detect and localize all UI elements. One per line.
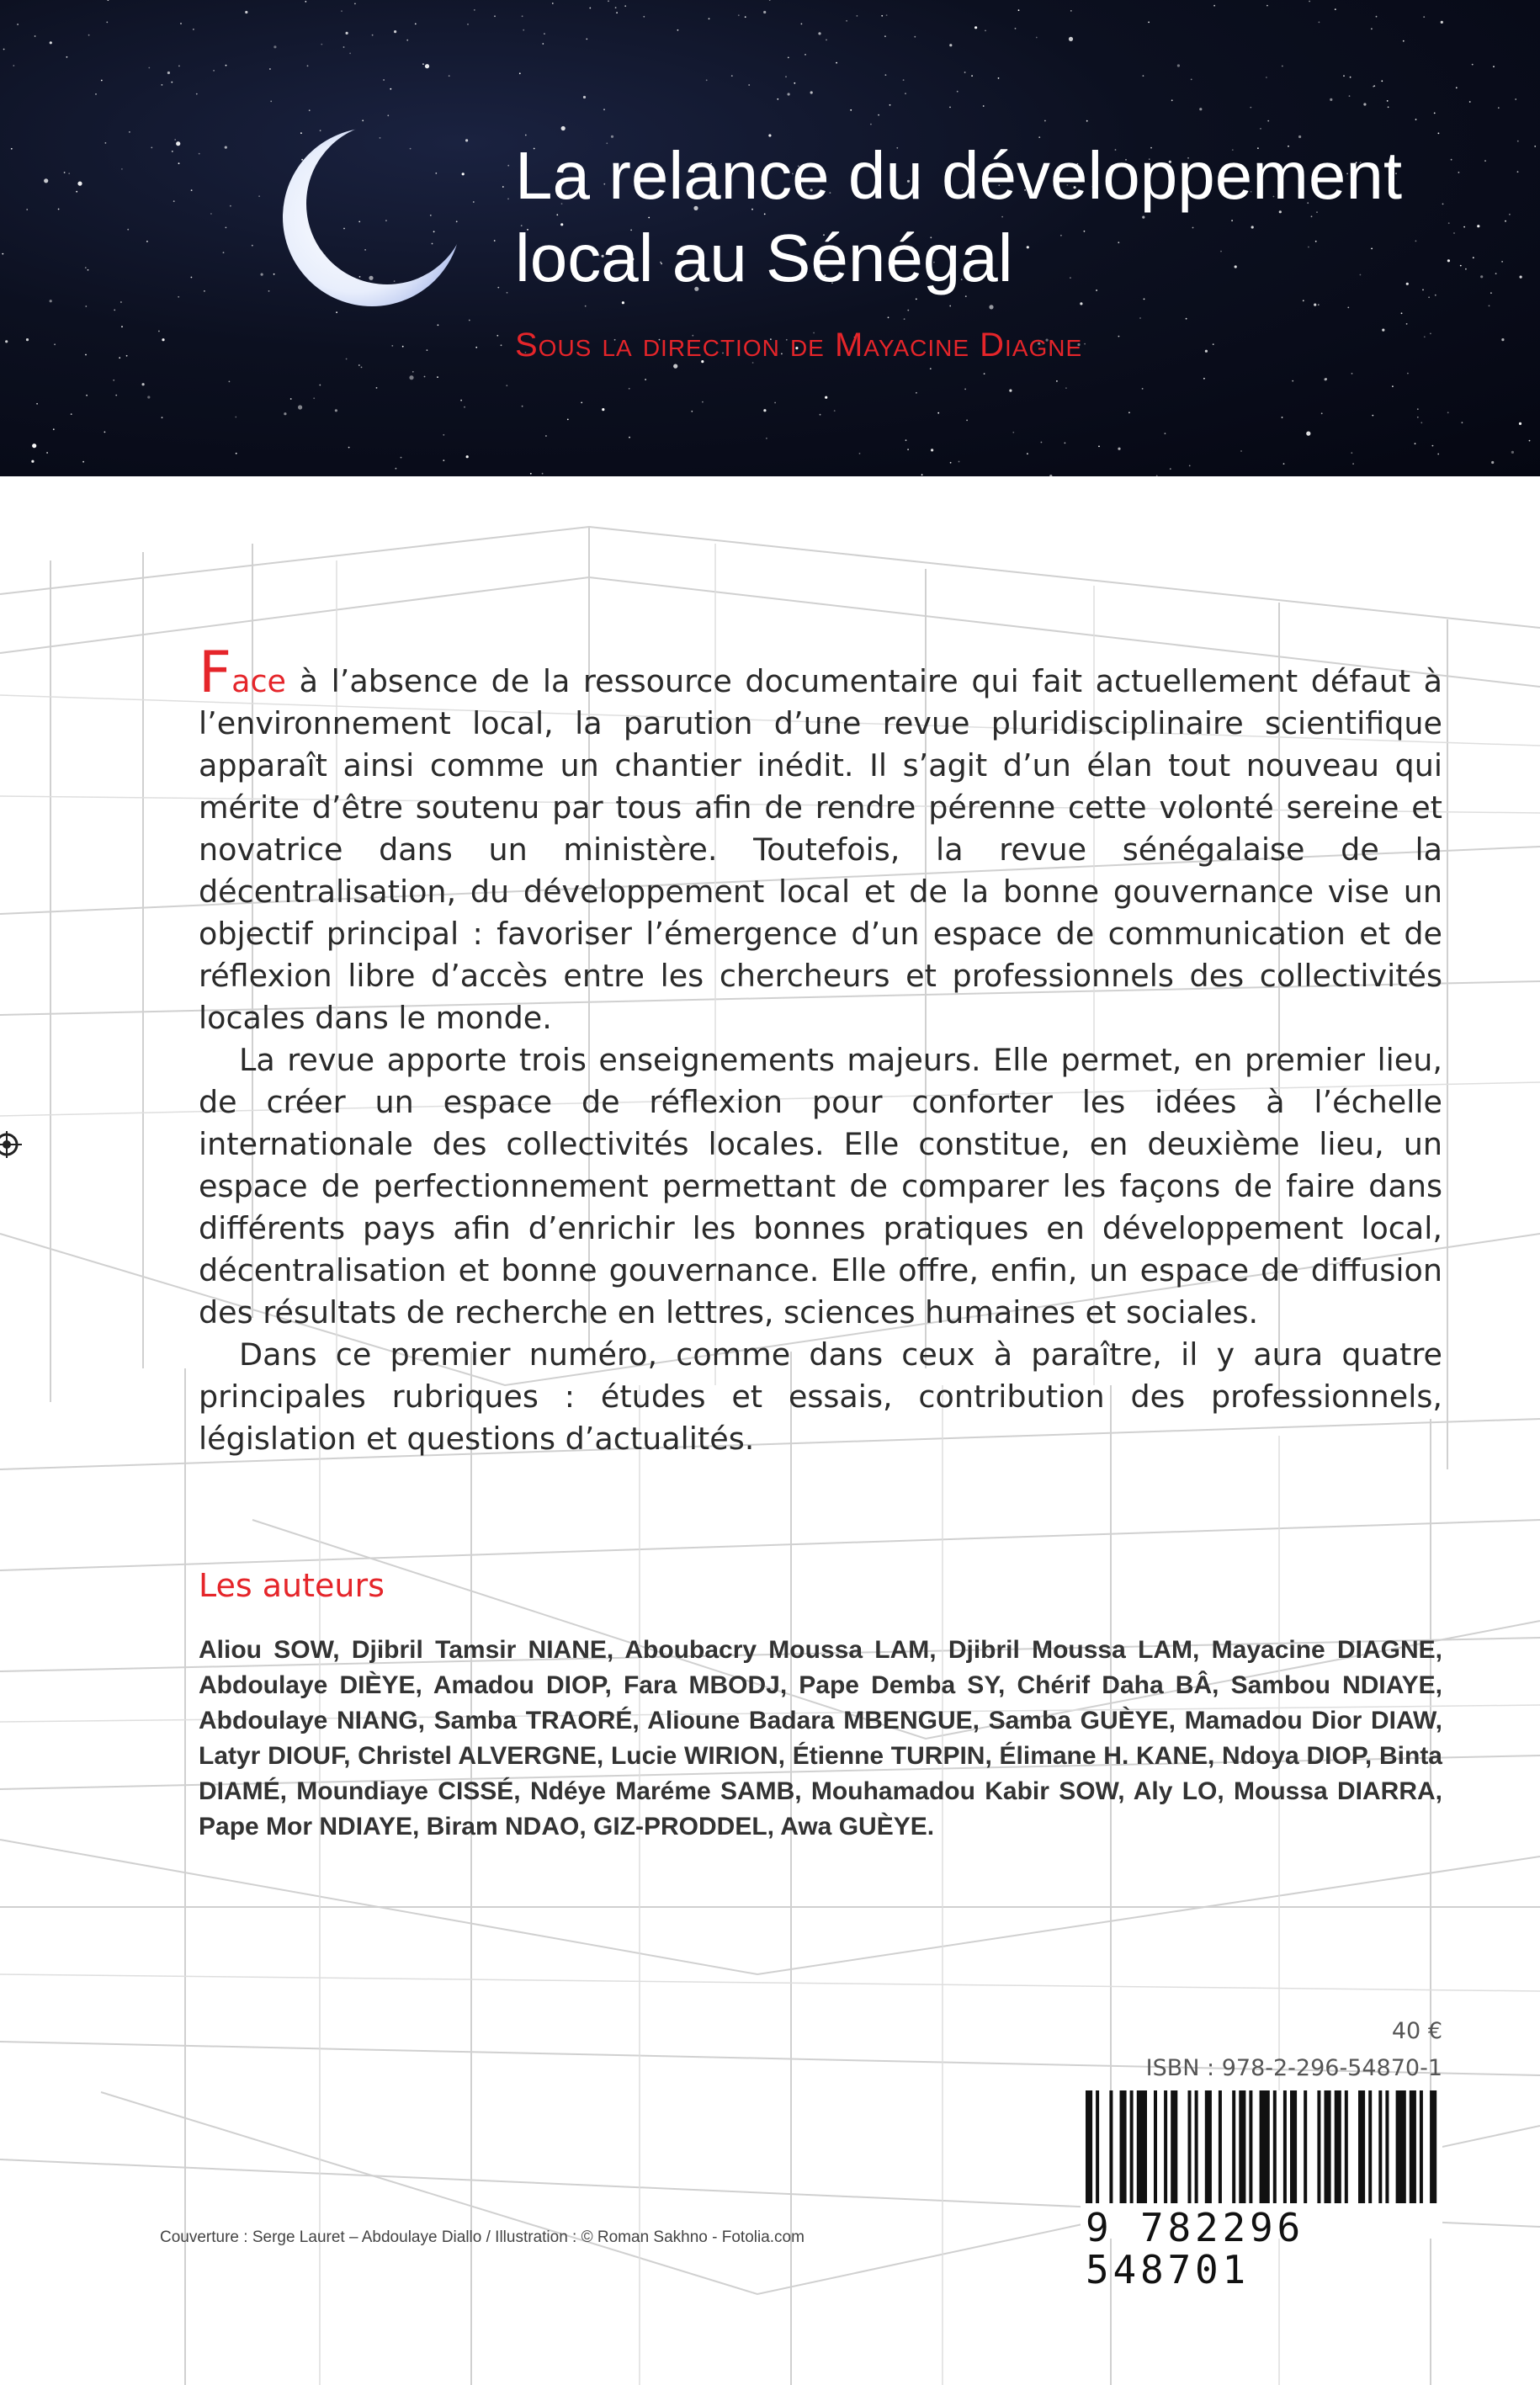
editor-credit: Sous la direction de Mayacine Diagne [515,327,1083,364]
back-cover-blurb [199,640,1442,1460]
authors-heading: Les auteurs [199,1567,385,1604]
registration-mark-icon [0,1128,25,1161]
cover-credits: Couverture : Serge Lauret – Abdoulaye Diallo / Illustration : © Roman Sakhno - Fotolia.com [160,2228,805,2246]
book-title: La relance du développement local au Sénégal [515,138,1403,295]
isbn: ISBN : 978-2-296-54870-1 [1145,2055,1442,2081]
blurb-paragraph-3: Dans ce premier numéro, comme dans ceux à paraître, il y aura quatre principales rubriques : études et essais, contribution des professionnels, législation et questions d’actualités. [199,1336,1442,1457]
drop-cap: F [199,640,232,706]
drop-cap-rest: ace [231,663,287,699]
cover-header [0,0,1540,476]
barcode-bars [1081,2090,1442,2203]
blurb-paragraph-1 [199,640,1442,1039]
price: 40 € [1391,2018,1442,2044]
blurb-paragraph-2: La revue apporte trois enseignements majeurs. Elle permet, en premier lieu, de créer un espace de réflexion pour conforter les idées à l’échelle internationale des collectivités locales. Elle constitue, en deuxième lieu, un espace de perfectionnement permettant de comparer les façons de faire dans différents pays afin d’enrichir les bonnes pratiques en développement local, décentralisation et bonne gouvernance. Elle offre, enfin, un espace de diffusion des résultats de recherche en lettres, sciences humaines et sociales. [199,1042,1442,1331]
barcode-digits: 9 782296 548701 [1086,2205,1304,2292]
crescent-moon-icon [278,118,463,311]
blurb-paragraph-1-text: à l’absence de la ressource documentaire qui fait actuellement défaut à l’environnement local, la parution d’une revue pluridisciplinaire scientifique apparaît ainsi comme un chantier inédit. Il s’agit d’un élan tout nouveau qui mérite d’être soutenu par tous afin de rendre pérenne cette volonté sereine et novatrice dans un ministère. Toutefois, la revue sénégalaise de la décentralisation, du développement local et de la bonne gouvernance vise un objectif principal : favoriser l’émergence d’un espace de communication et de réflexion libre d’accès entre les chercheurs et professionnels des collectivités locales dans le monde. [199,663,1442,1036]
authors-list: Aliou SOW, Djibril Tamsir NIANE, Aboubacry Moussa LAM, Djibril Moussa LAM, Mayacine DIAGNE, Abdoulaye DIÈYE, Amadou DIOP, Fara MBODJ, Pape Demba SY, Chérif Daha BÂ, Sambou NDIAYE, Abdoulaye NIANG, Samba TRAORÉ, Alioune Badara MBENGUE, Samba GUÈYE, Mamadou Dior DIAW, Latyr DIOUF, Christel ALVERGNE, Lucie WIRION, Étienne TURPIN, Élimane H. KANE, Ndoya DIOP, Binta DIAMÉ, Moundiaye CISSÉ, Ndéye Maréme SAMB, Mouhamadou Kabir SOW, Aly LO, Moussa DIARRA, Pape Mor NDIAYE, Biram NDAO, GIZ-PRODDEL, Awa GUÈYE. [199,1636,1442,1841]
